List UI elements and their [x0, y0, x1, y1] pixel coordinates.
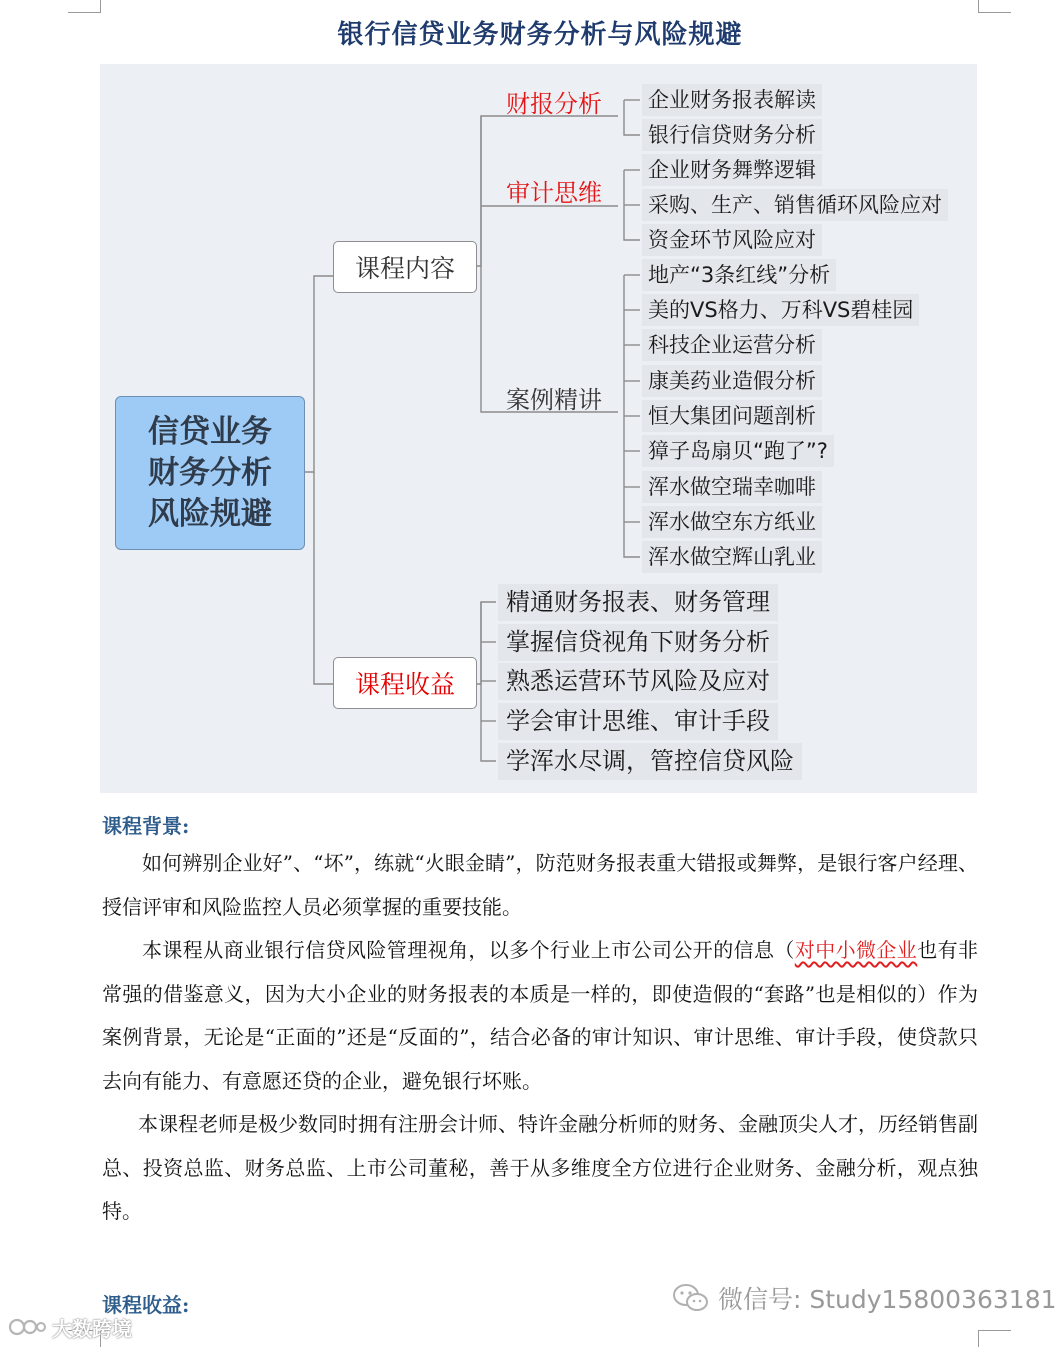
wechat-icon — [672, 1282, 710, 1314]
page-corner-mark — [978, 1330, 1011, 1347]
highlighted-text: 对中小微企业 — [794, 938, 918, 962]
leaf-item: 银行信贷财务分析 — [642, 119, 822, 151]
group-label-case-study: 案例精讲 — [506, 386, 602, 414]
leaf-item: 浑水做空辉山乳业 — [642, 541, 822, 573]
leaf-item: 科技企业运营分析 — [642, 329, 822, 361]
mind-map — [100, 64, 977, 793]
section-heading-gains: 课程收益: — [102, 1293, 190, 1317]
outcome-item: 精通财务报表、财务管理 — [498, 584, 778, 621]
leaf-item: 浑水做空东方纸业 — [642, 506, 822, 538]
background-paragraph-1: 如何辨别企业好”、“坏”，练就“火眼金睛”，防范财务报表重大错报或舞弊，是银行客户经理、授信评审和风险监控人员必须掌握的重要技能。 — [102, 851, 978, 919]
logo-icon — [8, 1315, 48, 1339]
leaf-item: 康美药业造假分析 — [642, 365, 822, 397]
leaf-item: 地产“3条红线”分析 — [642, 259, 836, 291]
background-paragraph-2 — [102, 929, 978, 1103]
leaf-item: 企业财务报表解读 — [642, 84, 822, 116]
wechat-watermark — [672, 1280, 1057, 1316]
outcome-item: 熟悉运营环节风险及应对 — [498, 663, 778, 700]
leaf-item: 资金环节风险应对 — [642, 224, 822, 256]
site-logo — [8, 1314, 132, 1340]
background-paragraph-3: 本课程老师是极少数同时拥有注册会计师、特许金融分析师的财务、金融顶尖人才，历经销售副总、投资总监、财务总监、上市公司董秘，善于从多维度全方位进行企业财务、金融分析，观点独特。 — [102, 1112, 978, 1223]
paragraph-text: 本课程从商业银行信贷风险管理视角，以多个行业上市公司公开的信息（ — [142, 938, 795, 962]
watermark-text: 微信号: Study15800363181 — [718, 1285, 1057, 1314]
leaf-item: 采购、生产、销售循环风险应对 — [642, 189, 948, 221]
leaf-item: 美的VS格力、万科VS碧桂园 — [642, 294, 919, 326]
leaf-item: 恒大集团问题剖析 — [642, 400, 822, 432]
root-line: 信贷业务 — [148, 413, 272, 450]
paragraph-text: 也有非常强的借鉴意义，因为大小企业的财务报表的本质是一样的，即使造假的“套路”也是相似的）作为案例背景，无论是“正面的”还是“反面的”，结合必备的审计知识、审计思维、审计手段，使贷款只去向有能力、有意愿还贷的企业，避免银行坏账。 — [102, 938, 979, 1093]
leaf-item: 企业财务舞弊逻辑 — [642, 154, 822, 186]
branch-course-gains: 课程收益 — [333, 657, 477, 709]
document-title: 银行信贷业务财务分析与风险规避 — [337, 20, 743, 50]
group-label-audit-thinking: 审计思维 — [506, 179, 602, 207]
group-label-financial-analysis: 财报分析 — [506, 90, 602, 118]
page-corner-mark — [978, 0, 1011, 13]
root-line: 风险规避 — [148, 495, 272, 532]
section-heading-background: 课程背景: — [102, 814, 190, 838]
branch-course-content: 课程内容 — [333, 241, 477, 293]
page-corner-mark — [68, 0, 101, 13]
outcome-item: 掌握信贷视角下财务分析 — [498, 624, 778, 661]
root-text — [148, 412, 272, 535]
outcome-item: 学浑水尽调，管控信贷风险 — [498, 743, 802, 780]
outcome-item: 学会审计思维、审计手段 — [498, 703, 778, 740]
leaf-item: 獐子岛扇贝“跑了”? — [642, 435, 834, 467]
logo-text: 大数跨境 — [52, 1316, 132, 1341]
root-line: 财务分析 — [148, 454, 272, 491]
mind-map-root — [115, 396, 305, 550]
leaf-item: 浑水做空瑞幸咖啡 — [642, 471, 822, 503]
